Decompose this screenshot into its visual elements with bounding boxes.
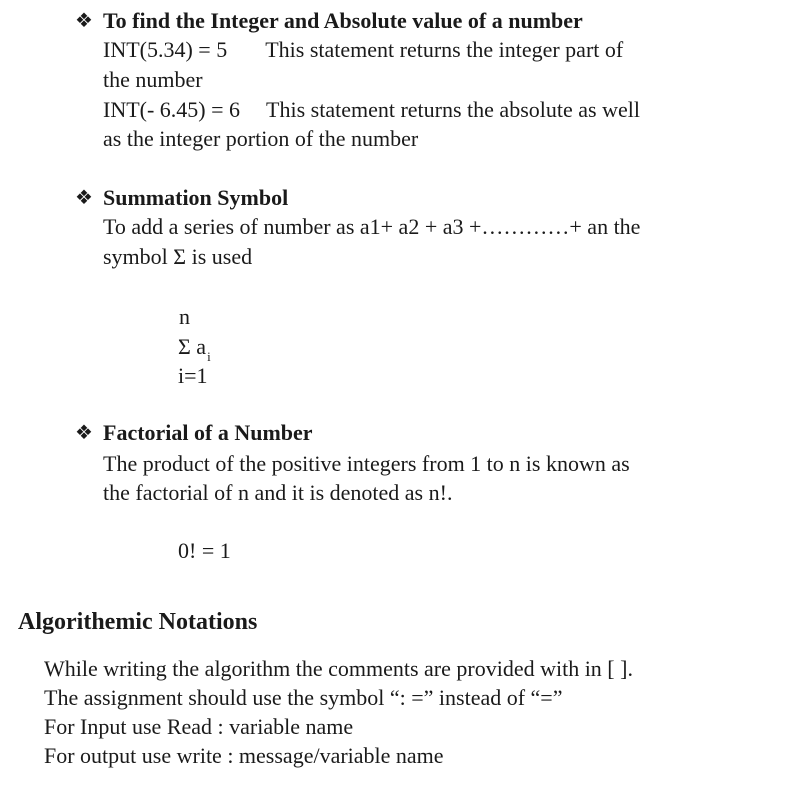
int-expression: INT(5.34) = 5 [103, 37, 228, 62]
int-example-negative [103, 96, 640, 124]
summation-lower-limit: i=1 [178, 363, 208, 388]
int-expression: INT(- 6.45) = 6 [103, 97, 241, 122]
int-description-continued: as the integer portion of the number [103, 126, 419, 151]
int-example-positive [103, 36, 623, 64]
section-heading-factorial: Factorial of a Number [103, 420, 313, 445]
section-heading-integer-absolute: To find the Integer and Absolute value of a number [103, 8, 583, 33]
notations-title: Algorithemic Notations [18, 609, 258, 635]
factorial-description-continued: the factorial of n and it is denoted as n!. [103, 480, 453, 505]
summation-description-continued: symbol Σ is used [103, 244, 253, 269]
notation-line-input: For Input use Read : variable name [44, 714, 354, 739]
notation-line-assignment: The assignment should use the symbol “: =” instead of “=” [44, 685, 563, 710]
diamond-bullet-icon: ❖ [75, 422, 93, 444]
sigma-symbol: Σ a [178, 334, 207, 359]
int-description: This statement returns the integer part of [265, 37, 624, 62]
factorial-description: The product of the positive integers from 1 to n is known as [103, 451, 630, 476]
notation-line-comments: While writing the algorithm the comments are provided with in [ ]. [44, 656, 633, 681]
summation-expression [178, 333, 211, 364]
notation-line-output: For output use write : message/variable name [44, 743, 444, 768]
section-heading-summation: Summation Symbol [103, 185, 289, 210]
summation-upper-limit: n [179, 304, 190, 329]
int-description: This statement returns the absolute as well [266, 97, 640, 122]
summation-subscript: i [207, 349, 211, 364]
summation-description: To add a series of number as a1+ a2 + a3 +…………+ an the [103, 214, 641, 239]
diamond-bullet-icon: ❖ [75, 10, 93, 32]
int-description-continued: the number [103, 67, 203, 92]
diamond-bullet-icon: ❖ [75, 187, 93, 209]
factorial-formula: 0! = 1 [178, 538, 231, 563]
